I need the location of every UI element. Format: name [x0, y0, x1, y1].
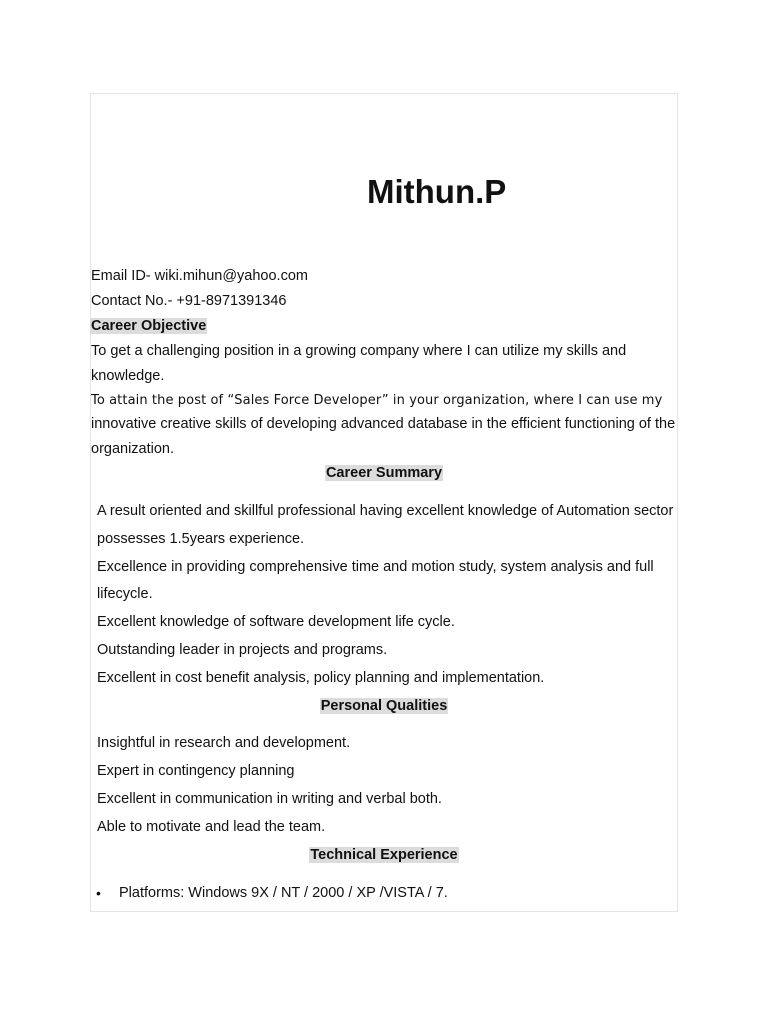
candidate-name: Mithun.P — [367, 173, 507, 210]
phone-line: Contact No.- +91-8971391346 — [91, 293, 287, 309]
objective-line-1: To get a challenging position in a growing company where I can utilize my skills and — [91, 343, 627, 359]
quality-line-2: Expert in contingency planning — [97, 763, 295, 779]
email-line: Email ID- wiki.mihun@yahoo.com — [91, 268, 308, 284]
objective-line-3: To attain the post of “Sales Force Developer” in your organization, where I can use my — [91, 393, 663, 408]
summary-line-3: Excellence in providing comprehensive time and motion study, system analysis and full — [97, 559, 654, 575]
quality-line-1: Insightful in research and development. — [97, 735, 351, 751]
quality-line-4: Able to motivate and lead the team. — [97, 819, 326, 835]
summary-line-4: lifecycle. — [97, 586, 153, 602]
summary-line-2: possesses 1.5years experience. — [97, 531, 305, 547]
tech-item-platforms: Platforms: Windows 9X / NT / 2000 / XP /VISTA / 7. — [119, 885, 448, 901]
objective-line-5: organization. — [91, 441, 175, 457]
personal-qualities-heading: Personal Qualities — [320, 698, 448, 714]
summary-line-6: Outstanding leader in projects and programs. — [97, 642, 388, 658]
objective-line-2: knowledge. — [91, 368, 165, 384]
summary-line-5: Excellent knowledge of software development life cycle. — [97, 614, 455, 630]
objective-line-4: innovative creative skills of developing advanced database in the efficient functioning of the — [91, 416, 676, 432]
summary-line-1: A result oriented and skillful professional having excellent knowledge of Automation sector — [97, 503, 674, 519]
career-objective-heading: Career Objective — [91, 318, 207, 334]
career-summary-heading: Career Summary — [325, 465, 443, 481]
summary-line-7: Excellent in cost benefit analysis, policy planning and implementation. — [97, 670, 545, 686]
quality-line-3: Excellent in communication in writing and verbal both. — [97, 791, 442, 807]
technical-experience-heading: Technical Experience — [310, 847, 458, 863]
bullet-icon: • — [96, 885, 101, 901]
